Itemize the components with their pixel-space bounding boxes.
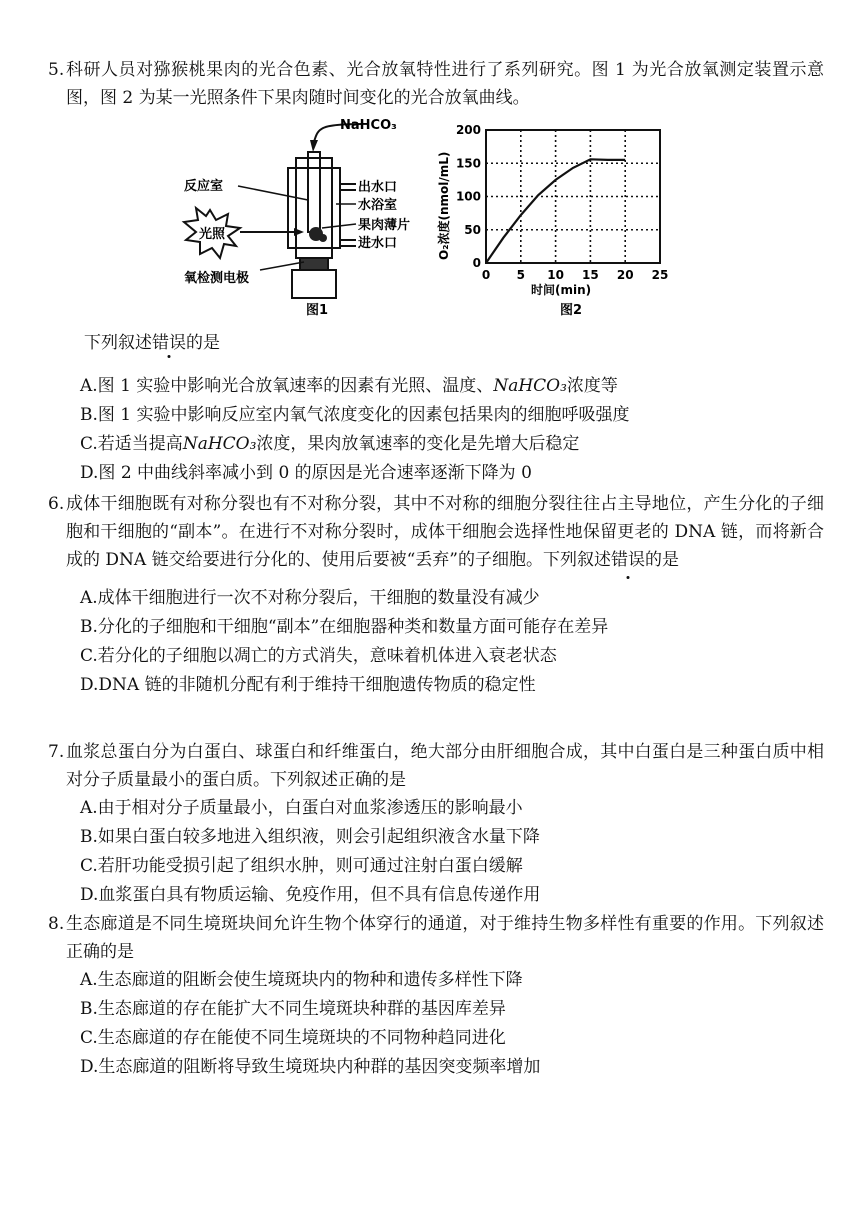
figure-2-chart xyxy=(436,120,696,320)
option-c[interactable] xyxy=(80,430,824,459)
option-d[interactable]: D.生态廊道的阻断将导致生境斑块内种群的基因突变频率增加 xyxy=(80,1057,541,1077)
figure-1-apparatus xyxy=(170,112,450,322)
option-b[interactable]: B.生态廊道的存在能扩大不同生境斑块种群的基因库差异 xyxy=(80,999,506,1019)
x-tick-label: 20 xyxy=(616,268,634,282)
question-stem: 科研人员对猕猴桃果肉的光合色素、光合放氧特性进行了系列研究。图 1 为光合放氧测定装置示意图，图 2 为某一光照条件下果肉随时间变化的光合放氧曲线。 xyxy=(66,60,824,108)
question-7 xyxy=(48,738,824,910)
water-bath-label: 水浴室 xyxy=(358,198,398,213)
option-b[interactable] xyxy=(80,401,824,430)
question-number: 7. xyxy=(48,742,65,762)
emphasis-text: 错误 xyxy=(152,328,186,353)
formula-nahco3: NaHCO₃ xyxy=(182,434,257,454)
x-tick-label: 5 xyxy=(516,268,525,282)
option-a[interactable]: A.成体干细胞进行一次不对称分裂后，干细胞的数量没有减少 xyxy=(80,588,540,608)
y-tick-label: 100 xyxy=(455,189,481,204)
inlet-label: 进水口 xyxy=(358,236,398,251)
fruit-slice-label: 果肉薄片 xyxy=(358,218,411,233)
question-stem xyxy=(66,490,824,574)
option-a[interactable]: A.生态廊道的阻断会使生境斑块内的物种和遗传多样性下降 xyxy=(80,970,523,990)
option-text-end: 浓度，果肉放氧速率的变化是先增大后稳定 xyxy=(256,434,580,454)
lead-text-end: 的是 xyxy=(186,333,220,353)
formula-nahco3: NaHCO₃ xyxy=(493,376,567,396)
nahco3-label: NaHCO₃ xyxy=(340,118,397,133)
reaction-room-label: 反应室 xyxy=(184,179,224,194)
y-tick-label: 200 xyxy=(455,123,481,137)
y-tick-label: 0 xyxy=(472,256,481,270)
question-5 xyxy=(48,56,824,112)
stem-text-end: 的是 xyxy=(644,550,679,570)
question-5-options xyxy=(48,372,824,488)
option-text: C.若适当提高 xyxy=(80,434,183,454)
option-c[interactable]: C.生态廊道的存在能使不同生境斑块的不同物种趋同进化 xyxy=(80,1028,506,1048)
option-text: A.图 1 实验中影响光合放氧速率的因素有光照、温度、 xyxy=(80,376,494,396)
option-a[interactable]: A.由于相对分子质量最小，白蛋白对血浆渗透压的影响最小 xyxy=(80,798,523,818)
y-tick-label: 50 xyxy=(464,222,481,237)
question-stem: 生态廊道是不同生境斑块间允许生物个体穿行的通道，对于维持生物多样性有重要的作用。下列叙述正确的是 xyxy=(66,914,824,962)
option-c[interactable]: C.若分化的子细胞以凋亡的方式消失，意味着机体进入衰老状态 xyxy=(80,646,557,666)
y-tick-label: 150 xyxy=(455,156,481,171)
x-tick-label: 15 xyxy=(582,268,599,282)
option-b[interactable]: B.分化的子细胞和干细胞“副本”在细胞器种类和数量方面可能存在差异 xyxy=(80,617,609,637)
x-tick-label: 10 xyxy=(547,268,564,282)
lead-text: 下列叙述 xyxy=(84,333,152,353)
light-label: 光照 xyxy=(199,227,226,242)
option-d[interactable] xyxy=(80,459,824,488)
figure-2-caption: 图2 xyxy=(560,303,583,318)
question-5-lead xyxy=(84,328,220,353)
option-d[interactable]: D.血浆蛋白具有物质运输、免疫作用，但不具有信息传递作用 xyxy=(80,885,541,905)
question-number: 8. xyxy=(48,914,65,934)
option-d[interactable]: D.DNA 链的非随机分配有利于维持干细胞遗传物质的稳定性 xyxy=(80,675,536,695)
emphasis-text: 错误 xyxy=(611,546,645,574)
electrode-label: 氧检测电极 xyxy=(184,271,250,286)
option-b[interactable]: B.如果白蛋白较多地进入组织液，则会引起组织液含水量下降 xyxy=(80,827,540,847)
question-number: 5. xyxy=(48,60,65,80)
option-a[interactable] xyxy=(80,372,824,401)
question-6 xyxy=(48,490,824,700)
question-8 xyxy=(48,910,824,1082)
x-axis-label: 时间(min) xyxy=(531,283,592,297)
option-text: D.图 2 中曲线斜率减小到 0 的原因是光合速率逐渐下降为 0 xyxy=(80,463,532,483)
question-number: 6. xyxy=(48,494,65,514)
outlet-label: 出水口 xyxy=(358,180,398,195)
y-axis-label: O₂浓度(nmol/mL) xyxy=(437,151,451,260)
option-c[interactable]: C.若肝功能受损引起了组织水肿，则可通过注射白蛋白缓解 xyxy=(80,856,523,876)
option-text: B.图 1 实验中影响反应室内氧气浓度变化的因素包括果肉的细胞呼吸强度 xyxy=(80,405,630,425)
x-tick-label: 25 xyxy=(651,268,669,282)
x-tick-label: 0 xyxy=(481,268,491,282)
figure-1-caption: 图1 xyxy=(306,303,329,318)
question-stem: 血浆总蛋白分为白蛋白、球蛋白和纤维蛋白，绝大部分由肝细胞合成，其中白蛋白是三种蛋白质中相对分子质量最小的蛋白质。下列叙述正确的是 xyxy=(66,742,824,790)
option-text-end: 浓度等 xyxy=(566,376,618,396)
stem-text: 成体干细胞既有对称分裂也有不对称分裂，其中不对称的细胞分裂往往占主导地位，产生分化的子细胞和干细胞的“副本”。在进行不对称分裂时，成体干细胞会选择性地保留更老的 DNA 链，而将新合成的 DNA 链交给要进行分化的、使用后要被“丢弃”的子细胞。下列叙述 xyxy=(66,494,824,570)
